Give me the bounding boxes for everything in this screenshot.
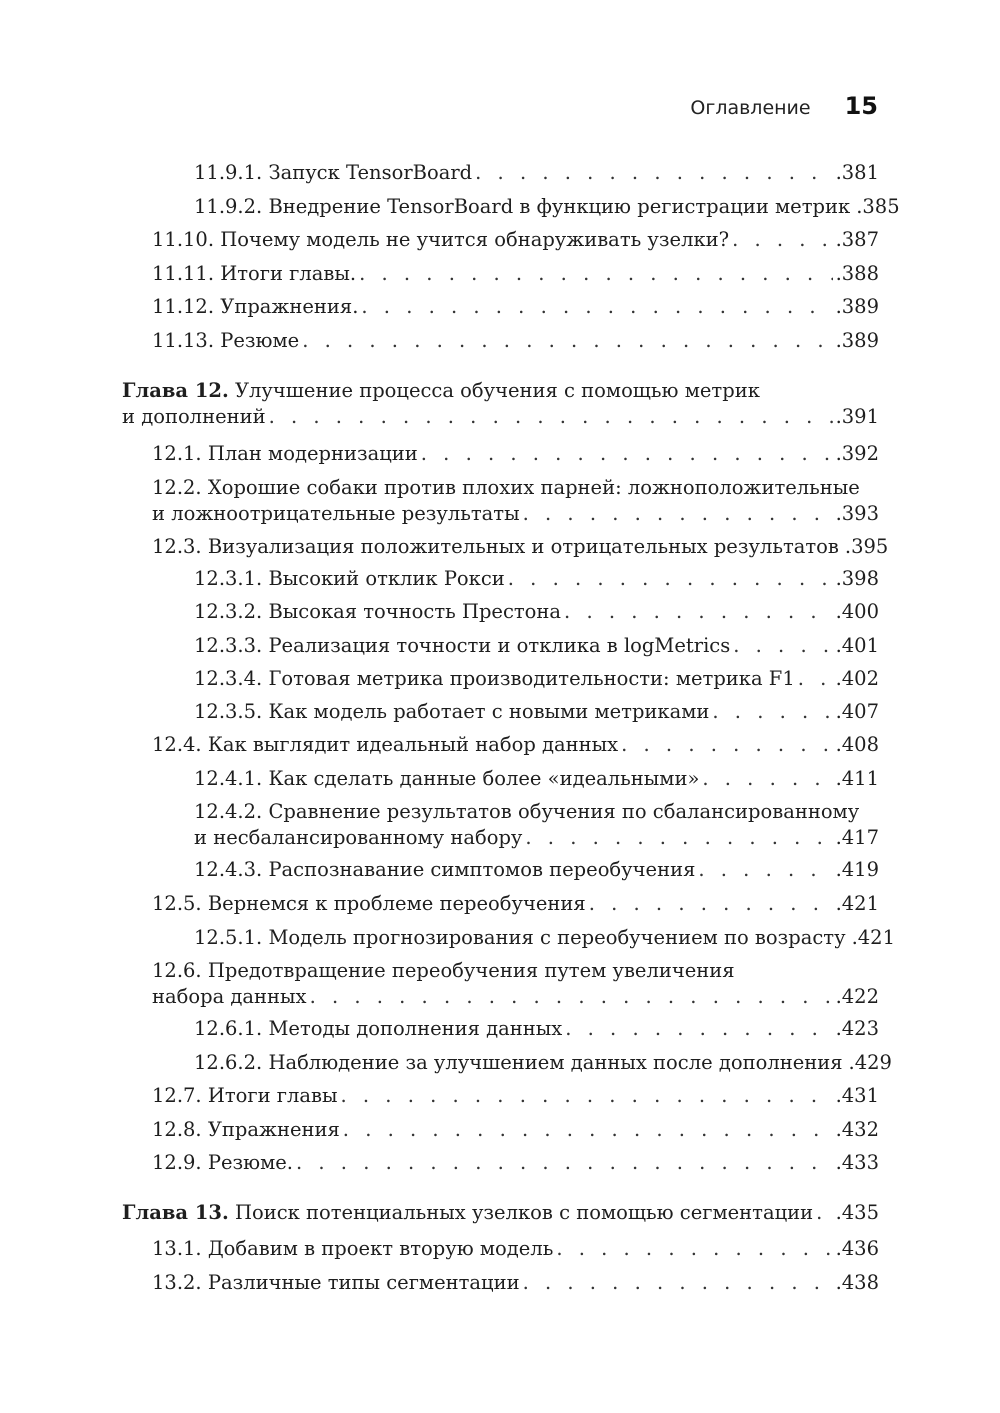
- entry-number: 12.4.2.: [194, 800, 263, 823]
- entry-page: .389: [835, 329, 879, 352]
- dot-leader: [523, 1270, 833, 1296]
- entry-number: 11.9.1.: [194, 161, 263, 184]
- entry-number: 11.11.: [152, 262, 215, 285]
- entry-title: Почему модель не учится обнаруживать узелки?: [220, 228, 730, 251]
- entry-number: 12.6.2.: [194, 1051, 263, 1074]
- dot-leader: [589, 891, 833, 917]
- entry-number: 11.13.: [152, 329, 215, 352]
- toc-entry[interactable]: [122, 441, 879, 467]
- dot-leader: [565, 1016, 832, 1042]
- entry-number: 12.6.: [152, 959, 202, 982]
- toc-entry[interactable]: [122, 1150, 879, 1176]
- entry-number: 11.12.: [152, 295, 215, 318]
- entry-page: .385: [856, 195, 900, 218]
- entry-page: .402: [835, 667, 879, 690]
- entry-number: 11.9.2.: [194, 195, 263, 218]
- dot-leader: [296, 1150, 833, 1176]
- entry-number: 12.3.2.: [194, 600, 263, 623]
- entry-title: Визуализация положительных и отрицательных результатов: [207, 535, 839, 558]
- toc-entry[interactable]: [122, 534, 889, 560]
- dot-leader: [712, 699, 832, 725]
- entry-title: План модернизации: [207, 442, 418, 465]
- entry-number: 12.5.: [152, 892, 202, 915]
- toc-entry[interactable]: [122, 958, 879, 1010]
- dot-leader: [359, 261, 832, 287]
- toc-entry[interactable]: [122, 1083, 879, 1109]
- entry-page: .417: [835, 826, 879, 849]
- toc-entry[interactable]: [122, 1117, 879, 1143]
- entry-title: Наблюдение за улучшением данных после дополнения: [268, 1051, 843, 1074]
- entry-number: 12.6.1.: [194, 1017, 263, 1040]
- entry-title: Хорошие собаки против плохих парней: ложноположительные: [207, 476, 860, 499]
- entry-title: Сравнение результатов обучения по сбалансированному: [268, 800, 860, 823]
- entry-page: .398: [835, 567, 879, 590]
- entry-title: Различные типы сегментации: [207, 1271, 520, 1294]
- entry-page: .395: [844, 535, 889, 558]
- entry-title: Предотвращение переобучения путем увеличения: [207, 959, 735, 982]
- chapter-number: Глава 13.: [122, 1201, 229, 1224]
- entry-title: Резюме.: [207, 1151, 294, 1174]
- dot-leader: [343, 1117, 833, 1143]
- dot-leader: [361, 294, 832, 320]
- dot-leader: [341, 1083, 833, 1109]
- entry-page: .388: [835, 262, 879, 285]
- entry-title: Итоги главы.: [220, 262, 357, 285]
- toc-entry[interactable]: [122, 891, 879, 917]
- entry-title: Готовая метрика производительности: метрика F1: [268, 667, 795, 690]
- entry-page: .381: [835, 161, 879, 184]
- entry-title: Высокая точность Престона: [268, 600, 562, 623]
- toc-entry[interactable]: [122, 599, 879, 625]
- entry-title: Как выглядит идеальный набор данных: [207, 733, 619, 756]
- entry-page: .422: [835, 985, 879, 1008]
- entry-page: .421: [835, 892, 879, 915]
- dot-leader: [733, 633, 832, 659]
- entry-title-continued: набора данных: [152, 985, 307, 1008]
- dot-leader: [798, 666, 833, 692]
- entry-number: 12.4.: [152, 733, 202, 756]
- toc-entry[interactable]: [122, 294, 879, 320]
- toc-entry[interactable]: [122, 475, 879, 527]
- entry-page: .407: [835, 700, 879, 723]
- toc-entry[interactable]: [122, 566, 879, 592]
- running-header: [690, 92, 878, 120]
- entry-page: .391: [835, 405, 879, 428]
- dot-leader: [475, 160, 832, 186]
- toc-entry[interactable]: [122, 1050, 892, 1076]
- entry-page: .389: [835, 295, 879, 318]
- dot-leader: [732, 227, 832, 253]
- entry-page: .435: [835, 1201, 879, 1224]
- dot-leader: [302, 328, 832, 354]
- entry-number: 12.2.: [152, 476, 202, 499]
- entry-title: Запуск TensorBoard: [268, 161, 473, 184]
- entry-page: .429: [848, 1051, 892, 1074]
- entry-number: 12.9.: [152, 1151, 202, 1174]
- entry-number: 11.10.: [152, 228, 215, 251]
- entry-page: .431: [835, 1084, 879, 1107]
- entry-title-continued: и ложноотрицательные результаты: [152, 502, 520, 525]
- entry-number: 13.2.: [152, 1271, 202, 1294]
- toc-entry[interactable]: [122, 766, 879, 792]
- page-number: 15: [844, 92, 878, 120]
- toc-entry[interactable]: [122, 160, 879, 186]
- entry-number: 12.4.1.: [194, 767, 263, 790]
- dot-leader: [525, 825, 832, 851]
- entry-page: .423: [835, 1017, 879, 1040]
- entry-title: Итоги главы: [207, 1084, 338, 1107]
- entry-page: .411: [835, 767, 879, 790]
- entry-page: .401: [835, 634, 879, 657]
- entry-number: 12.1.: [152, 442, 202, 465]
- entry-title: Резюме: [220, 329, 300, 352]
- entry-title: Модель прогнозирования с переобучением по возрасту: [268, 926, 846, 949]
- entry-number: 13.1.: [152, 1237, 202, 1260]
- entry-number: 12.7.: [152, 1084, 202, 1107]
- entry-number: 12.3.5.: [194, 700, 263, 723]
- dot-leader: [564, 599, 833, 625]
- entry-title: Упражнения.: [220, 295, 359, 318]
- toc-entry[interactable]: [122, 1016, 879, 1042]
- dot-leader: [556, 1236, 832, 1262]
- entry-title: Распознавание симптомов переобучения: [268, 858, 696, 881]
- entry-page: .387: [835, 228, 879, 251]
- entry-page: .421: [851, 926, 895, 949]
- toc-entry[interactable]: [122, 633, 879, 659]
- dot-leader: [621, 732, 832, 758]
- toc-entry[interactable]: [122, 328, 879, 354]
- dot-leader: [702, 766, 832, 792]
- toc-chapter-entry[interactable]: [122, 378, 879, 430]
- dot-leader: [816, 1200, 832, 1226]
- dot-leader: [523, 501, 833, 527]
- entry-page: .436: [835, 1237, 879, 1260]
- entry-title: Как модель работает с новыми метриками: [268, 700, 710, 723]
- dot-leader: [310, 984, 833, 1010]
- entry-page: .392: [835, 442, 879, 465]
- entry-title: Как сделать данные более «идеальными»: [268, 767, 700, 790]
- toc-entry[interactable]: [122, 227, 879, 253]
- entry-number: 12.3.: [152, 535, 202, 558]
- entry-title: Улучшение процесса обучения с помощью метрик: [234, 379, 760, 402]
- entry-page: .433: [835, 1151, 879, 1174]
- entry-number: 12.4.3.: [194, 858, 263, 881]
- toc-entry[interactable]: [122, 925, 895, 951]
- entry-title: Упражнения: [207, 1118, 340, 1141]
- entry-title: Поиск потенциальных узелков с помощью сегментации: [234, 1201, 814, 1224]
- dot-leader: [698, 857, 832, 883]
- toc-entry[interactable]: [122, 699, 879, 725]
- dot-leader: [508, 566, 833, 592]
- entry-number: 12.3.3.: [194, 634, 263, 657]
- entry-number: 12.3.1.: [194, 567, 263, 590]
- entry-title: Внедрение TensorBoard в функцию регистрации метрик: [268, 195, 851, 218]
- entry-page: .408: [835, 733, 879, 756]
- entry-page: .438: [835, 1271, 879, 1294]
- toc-entry[interactable]: [122, 1270, 879, 1296]
- entry-title-continued: и дополнений: [122, 405, 266, 428]
- toc-entry[interactable]: [122, 194, 900, 220]
- header-title: Оглавление: [690, 97, 811, 119]
- entry-page: .419: [835, 858, 879, 881]
- entry-title: Добавим в проект вторую модель: [207, 1237, 554, 1260]
- dot-leader: [269, 404, 833, 430]
- entry-page: .393: [835, 502, 879, 525]
- toc-entry[interactable]: [122, 857, 879, 883]
- entry-title: Реализация точности и отклика в logMetrics: [268, 634, 731, 657]
- entry-title-continued: и несбалансированному набору: [194, 826, 523, 849]
- entry-page: .400: [835, 600, 879, 623]
- toc-entry[interactable]: [122, 799, 879, 851]
- entry-number: 12.8.: [152, 1118, 202, 1141]
- toc-entry[interactable]: [122, 1236, 879, 1262]
- entry-number: 12.5.1.: [194, 926, 263, 949]
- chapter-number: Глава 12.: [122, 379, 229, 402]
- toc-entry[interactable]: [122, 261, 879, 287]
- entry-title: Вернемся к проблеме переобучения: [207, 892, 586, 915]
- entry-title: Методы дополнения данных: [268, 1017, 563, 1040]
- entry-page: .432: [835, 1118, 879, 1141]
- entry-title: Высокий отклик Рокси: [268, 567, 505, 590]
- entry-number: 12.3.4.: [194, 667, 263, 690]
- toc-entry[interactable]: [122, 666, 879, 692]
- toc-entry[interactable]: [122, 732, 879, 758]
- toc-chapter-entry[interactable]: [122, 1200, 879, 1226]
- dot-leader: [421, 441, 833, 467]
